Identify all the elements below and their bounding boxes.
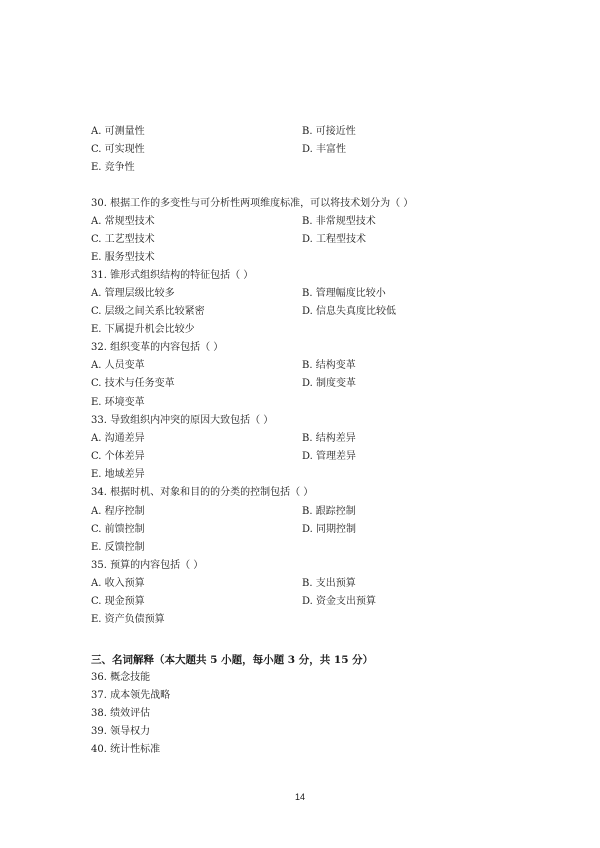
q33-option-d: D. 管理差异 bbox=[302, 451, 357, 462]
q29-option-e: E. 竞争性 bbox=[91, 162, 135, 173]
q29-option-c: C. 可实现性 bbox=[91, 144, 145, 155]
q33-option-c: C. 个体差异 bbox=[91, 451, 145, 462]
q34-option-a: A. 程序控制 bbox=[91, 506, 145, 517]
q35-option-e: E. 资产负债预算 bbox=[91, 614, 165, 625]
term-item: 38. 绩效评估 bbox=[91, 708, 151, 719]
q34-option-e: E. 反馈控制 bbox=[91, 542, 145, 553]
q30-option-e: E. 服务型技术 bbox=[91, 252, 155, 263]
q33-option-a: A. 沟通差异 bbox=[91, 433, 145, 444]
q35-stem: 35. 预算的内容包括（ ） bbox=[91, 560, 204, 571]
q32-option-a: A. 人员变革 bbox=[91, 360, 145, 371]
q34-option-c: C. 前馈控制 bbox=[91, 524, 145, 535]
q34-option-b: B. 跟踪控制 bbox=[302, 506, 356, 517]
q35-option-d: D. 资金支出预算 bbox=[302, 596, 377, 607]
q29-option-a: A. 可测量性 bbox=[91, 126, 145, 137]
q30-option-a: A. 常规型技术 bbox=[91, 216, 155, 227]
q31-option-b: B. 管理幅度比较小 bbox=[302, 288, 386, 299]
q32-option-e: E. 环境变革 bbox=[91, 397, 145, 408]
term-item: 40. 统计性标准 bbox=[91, 744, 161, 755]
q29-option-d: D. 丰富性 bbox=[302, 144, 347, 155]
term-item: 39. 领导权力 bbox=[91, 726, 151, 737]
q30-option-d: D. 工程型技术 bbox=[302, 234, 367, 245]
q35-option-b: B. 支出预算 bbox=[302, 578, 356, 589]
q31-option-e: E. 下属提升机会比较少 bbox=[91, 324, 195, 335]
q33-stem: 33. 导致组织内冲突的原因大致包括（ ） bbox=[91, 415, 274, 426]
q31-option-d: D. 信息失真度比较低 bbox=[302, 306, 397, 317]
q30-option-c: C. 工艺型技术 bbox=[91, 234, 155, 245]
term-item: 37. 成本领先战略 bbox=[91, 690, 171, 701]
q34-stem: 34. 根据时机、对象和目的的分类的控制包括（ ） bbox=[91, 487, 314, 498]
q33-option-e: E. 地域差异 bbox=[91, 469, 145, 480]
q33-option-b: B. 结构差异 bbox=[302, 433, 356, 444]
q34-option-d: D. 同期控制 bbox=[302, 524, 357, 535]
section-title: 三、名词解释（本大题共 5 小题，每小题 3 分，共 15 分） bbox=[91, 654, 374, 666]
q29-option-b: B. 可接近性 bbox=[302, 126, 356, 137]
q35-option-a: A. 收入预算 bbox=[91, 578, 145, 589]
term-item: 36. 概念技能 bbox=[91, 672, 151, 683]
q32-option-c: C. 技术与任务变革 bbox=[91, 378, 175, 389]
q32-stem: 32. 组织变革的内容包括（ ） bbox=[91, 342, 224, 353]
q32-option-d: D. 制度变革 bbox=[302, 378, 357, 389]
q30-option-b: B. 非常规型技术 bbox=[302, 216, 376, 227]
q30-stem: 30. 根据工作的多变性与可分析性两项维度标准，可以将技术划分为（ ） bbox=[91, 198, 414, 209]
q35-option-c: C. 现金预算 bbox=[91, 596, 145, 607]
page-number: 14 bbox=[294, 792, 305, 802]
q31-option-c: C. 层级之间关系比较紧密 bbox=[91, 306, 205, 317]
q31-option-a: A. 管理层级比较多 bbox=[91, 288, 175, 299]
q31-stem: 31. 锥形式组织结构的特征包括（ ） bbox=[91, 270, 254, 281]
q32-option-b: B. 结构变革 bbox=[302, 360, 356, 371]
